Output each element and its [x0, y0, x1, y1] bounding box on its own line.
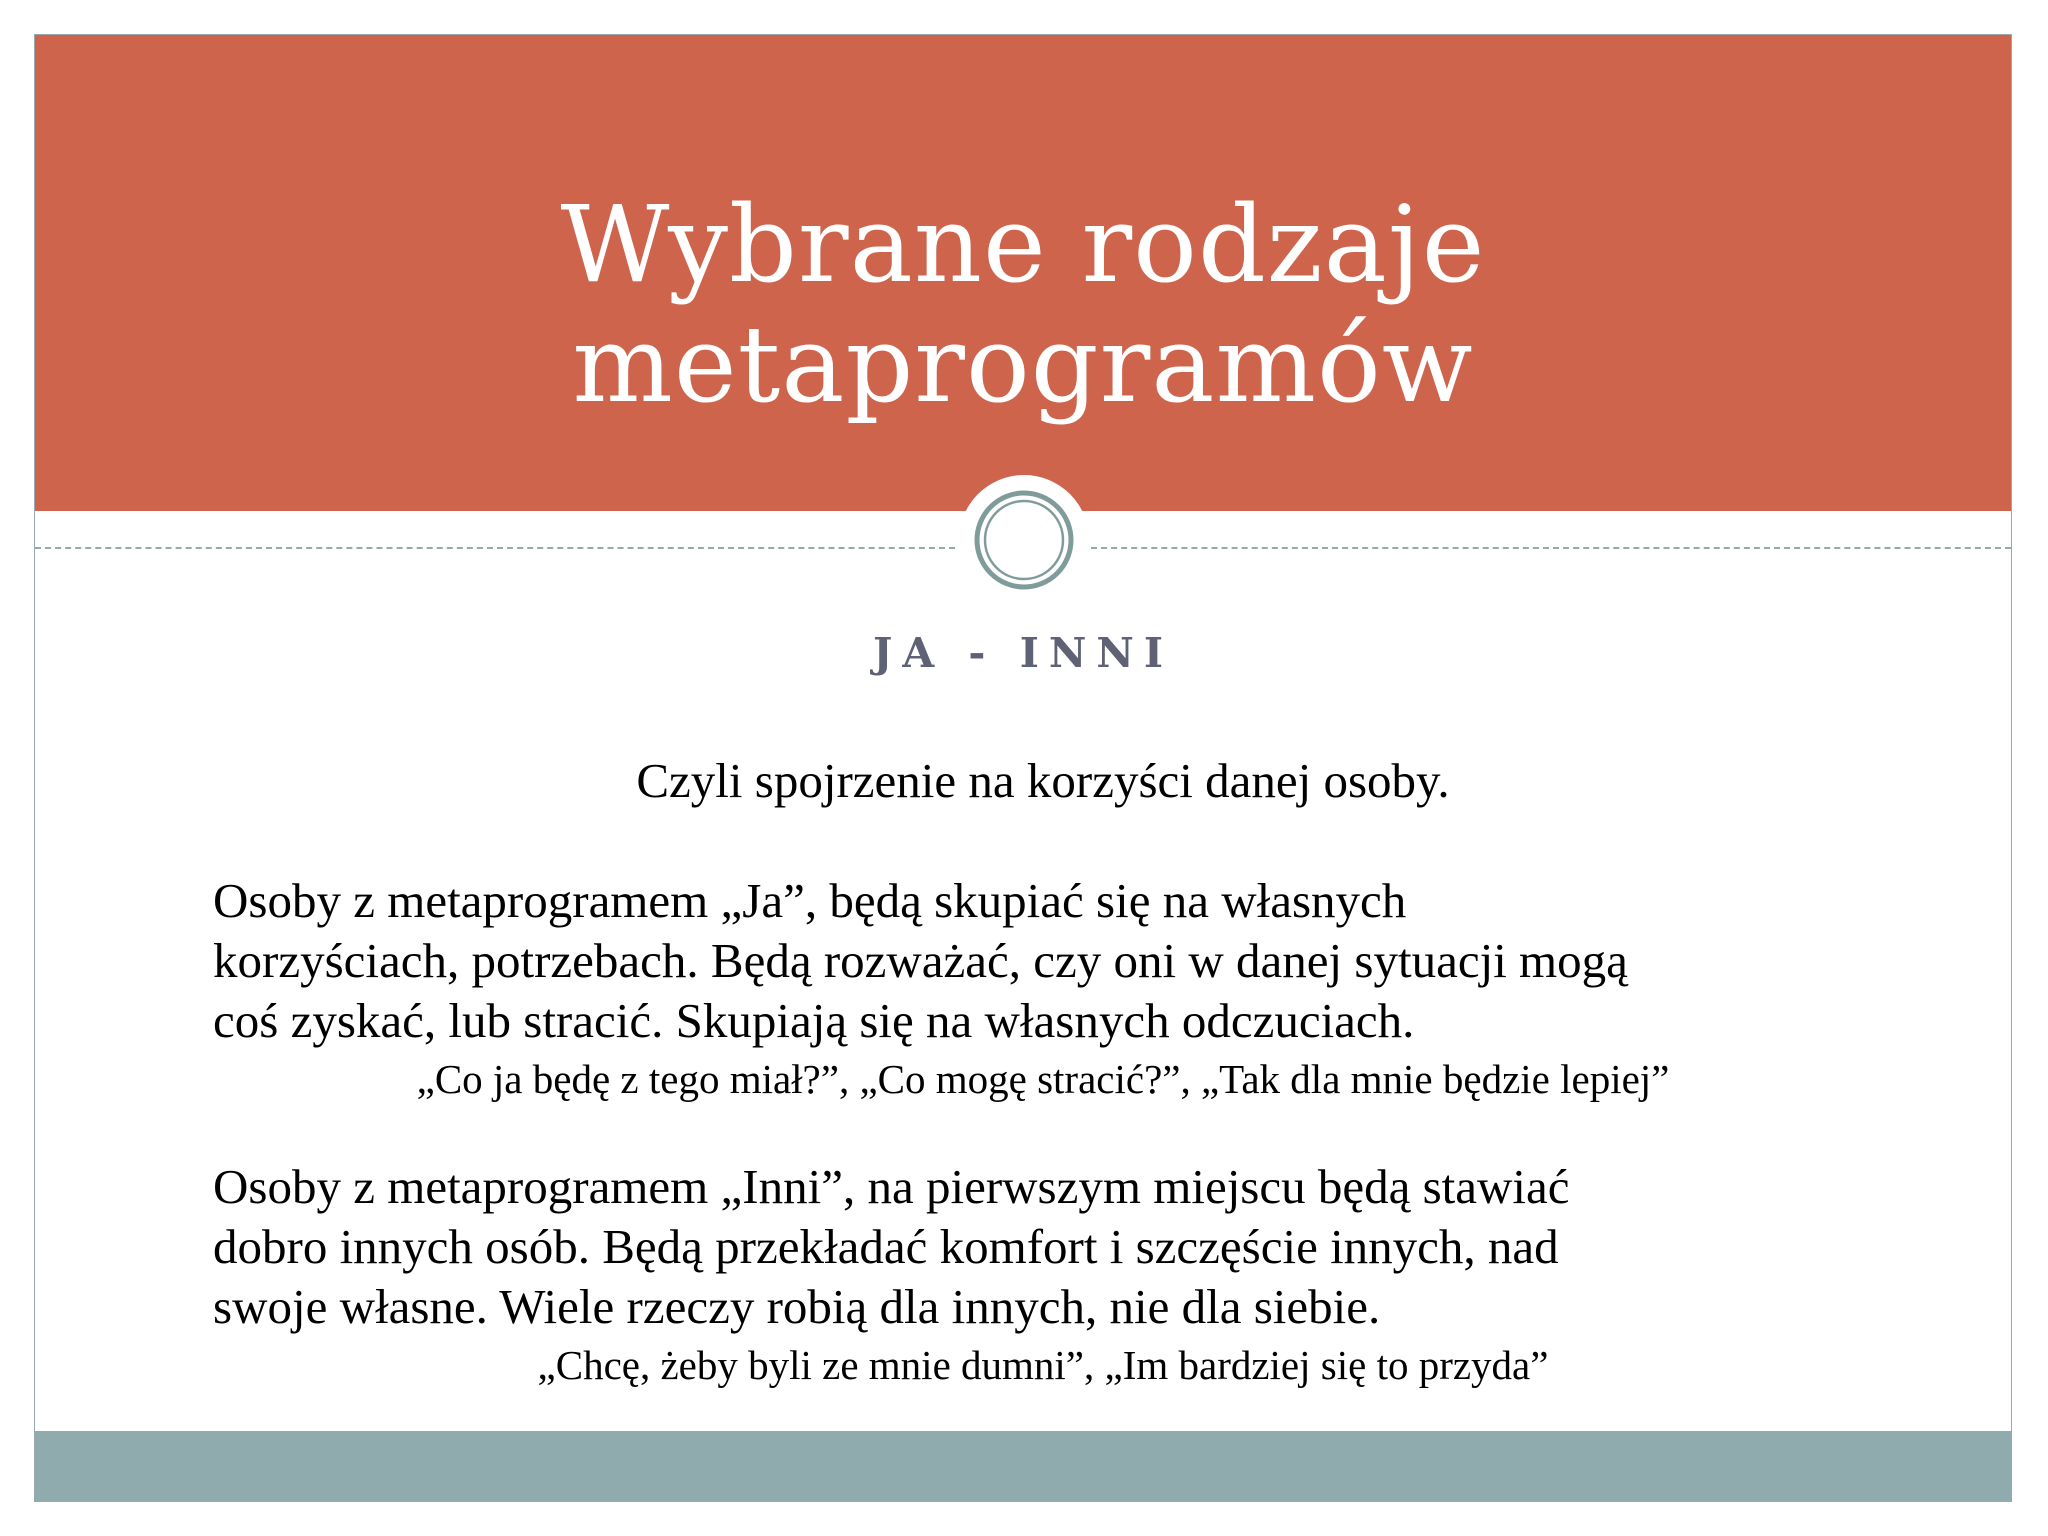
- paragraph-line: swoje własne. Wiele rzeczy robią dla innych, nie dla siebie.: [213, 1279, 1381, 1334]
- lead-sentence: Czyli spojrzenie na korzyści danej osoby.: [636, 753, 1450, 808]
- quote-inni: „Chcę, żeby byli ze mnie dumni”, „Im bardziej się to przyda”: [537, 1342, 1549, 1388]
- slide-body: [213, 751, 1873, 1443]
- ornament-outer-ring: [977, 493, 1071, 587]
- paragraph-line: Osoby z metaprogramem „Inni”, na pierwszym miejscu będą stawiać: [213, 1159, 1570, 1214]
- paragraph-inni: [213, 1157, 1873, 1337]
- paragraph-line: dobro innych osób. Będą przekładać komfort i szczęście innych, nad: [213, 1219, 1559, 1274]
- footer-band: [35, 1431, 2011, 1501]
- paragraph-line: korzyściach, potrzebach. Będą rozważać, czy oni w danej sytuacji mogą: [213, 933, 1628, 988]
- paragraph-line: Osoby z metaprogramem „Ja”, będą skupiać się na własnych: [213, 873, 1407, 928]
- slide-subtitle: JA - INNI: [872, 629, 1174, 677]
- title-line-2: metaprogramów: [572, 302, 1474, 426]
- double-circle-ornament-icon: [959, 475, 1089, 605]
- paragraph-ja: [213, 871, 1873, 1051]
- slide: [34, 34, 2012, 1502]
- ornament-inner-ring: [985, 501, 1063, 579]
- divider-right: [1091, 547, 2011, 549]
- paragraph-line: coś zyskać, lub stracić. Skupiają się na własnych odczuciach.: [213, 993, 1415, 1048]
- title-band: [35, 35, 2011, 511]
- divider-left: [35, 547, 955, 549]
- quote-ja: „Co ja będę z tego miał?”, „Co mogę stracić?”, „Tak dla mnie będzie lepiej”: [416, 1056, 1670, 1102]
- slide-title: [35, 185, 2011, 425]
- ornament-svg: [959, 475, 1089, 605]
- title-line-1: Wybrane rodzaje: [560, 183, 1486, 306]
